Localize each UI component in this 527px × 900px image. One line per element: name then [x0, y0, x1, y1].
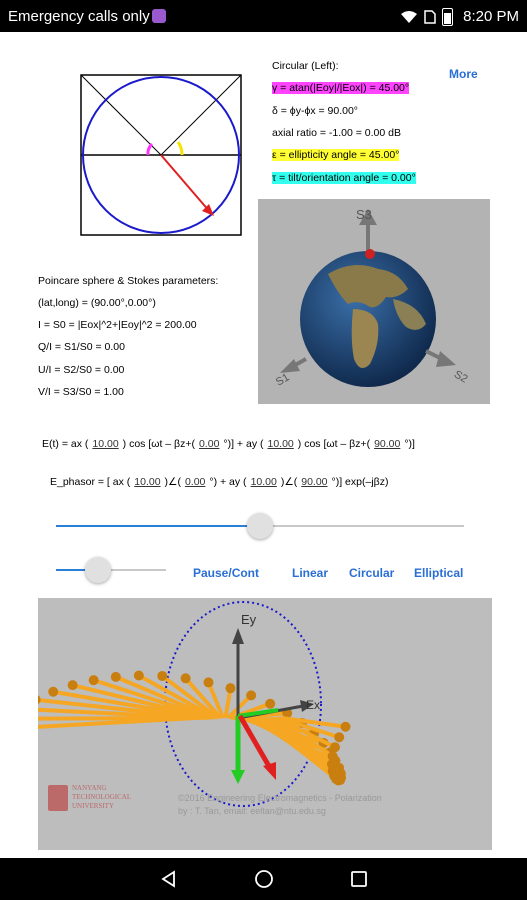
field-arrow-head: [111, 672, 121, 682]
ax-phase-input[interactable]: 0.00: [198, 438, 220, 450]
time-domain-equation: [42, 438, 415, 450]
field-arrow-head: [341, 722, 351, 732]
eq1-suffix: °)]: [404, 438, 415, 450]
ax-amplitude-input[interactable]: 10.00: [92, 438, 119, 450]
speed-slider[interactable]: [56, 556, 166, 584]
logo-line-3: UNIVERSITY: [72, 802, 114, 810]
phasor-equation: [50, 476, 388, 488]
field-arrow-head: [68, 680, 78, 690]
field-arrow-head: [204, 677, 214, 687]
phasor-ay-amplitude[interactable]: 10.00: [250, 476, 277, 488]
elliptical-button[interactable]: Elliptical: [414, 566, 464, 580]
ellipticity-angle-text: ε = ellipticity angle = 45.00°: [272, 149, 400, 161]
field-arrow-head: [157, 671, 167, 681]
speed-slider-thumb[interactable]: [85, 557, 111, 583]
axial-ratio-text: axial ratio = -1.00 = 0.00 dB: [272, 127, 401, 139]
ay-amplitude-input[interactable]: 10.00: [267, 438, 294, 450]
poincare-title: Poincare sphere & Stokes parameters:: [38, 275, 219, 287]
ey-axis-label: Ey: [241, 612, 257, 627]
phasor-ax-amplitude[interactable]: 10.00: [134, 476, 161, 488]
eq1-cos-part: ) cos [ωt – βz+(: [122, 438, 195, 450]
status-icons: [400, 8, 453, 26]
eq1-mid: °)] + ay (: [223, 438, 264, 450]
navigation-bar: [0, 858, 527, 900]
watermark-line-2: by : T. Tan, email: eeltan@ntu.edu.sg: [178, 806, 326, 816]
back-icon[interactable]: [160, 870, 178, 888]
home-icon[interactable]: [254, 869, 274, 889]
field-arrow-head: [89, 675, 99, 685]
field-arrow-head: [38, 695, 41, 705]
ex-axis-label: Ex: [306, 698, 321, 712]
latlong-text: (lat,long) = (90.00°,0.00°): [38, 297, 156, 309]
time-slider[interactable]: [56, 512, 464, 540]
phasor-ax-phase[interactable]: 0.00: [184, 476, 206, 488]
field-arrow-head: [246, 690, 256, 700]
eq2-mid: °) + ay (: [209, 476, 247, 488]
s2-axis-label: S2: [451, 368, 470, 386]
polarization-type-title: Circular (Left):: [272, 60, 339, 72]
sim-card-icon: [424, 10, 436, 24]
battery-icon: [442, 8, 453, 26]
more-link[interactable]: More: [449, 67, 478, 81]
eq2-angle-2: )∠(: [280, 476, 298, 488]
eq1-cos-part-2: ) cos [ωt – βz+(: [297, 438, 371, 450]
carrier-text: Emergency calls only: [8, 8, 150, 25]
ntu-crest-icon: [48, 785, 68, 811]
eq2-angle-1: )∠(: [164, 476, 181, 488]
eq2-prefix: E_phasor = [ ax (: [50, 476, 131, 488]
ay-phase-input[interactable]: 90.00: [374, 438, 401, 450]
tilt-angle-text: τ = tilt/orientation angle = 0.00°: [272, 172, 416, 184]
status-bar: [0, 0, 527, 32]
field-arrow-head: [330, 742, 340, 752]
stokes-s2-text: U/I = S2/S0 = 0.00: [38, 364, 125, 376]
circular-button[interactable]: Circular: [349, 566, 395, 580]
field-arrow-head: [265, 699, 275, 709]
wave-3d-view[interactable]: [38, 598, 492, 850]
recent-apps-icon[interactable]: [350, 870, 368, 888]
field-arrow-head: [134, 670, 144, 680]
s3-axis-label: S3: [356, 207, 372, 222]
logo-line-2: TECHNOLOGICAL: [72, 793, 132, 801]
s1-axis-label: S1: [273, 371, 292, 389]
time-slider-rest: [260, 525, 464, 527]
gamma-text: γ = atan(|Eoy|/|Eox|) = 45.00°: [272, 82, 410, 94]
clock: 8:20 PM: [463, 8, 519, 25]
poincare-sphere-view[interactable]: [258, 199, 490, 404]
time-slider-filled: [56, 525, 260, 527]
stokes-s3-text: V/I = S3/S0 = 1.00: [38, 386, 124, 398]
logo-line-1: NANYANG: [72, 784, 107, 792]
field-arrow-head: [328, 751, 338, 761]
phasor-ay-phase[interactable]: 90.00: [301, 476, 328, 488]
field-arrow-head: [181, 673, 191, 683]
time-slider-thumb[interactable]: [247, 513, 273, 539]
watermark-line-1: ©2016 Engineering Electromagnetics - Polarization: [178, 793, 382, 803]
field-arrow-head: [225, 683, 235, 693]
eq2-suffix: °)] exp(–jβz): [331, 476, 389, 488]
stokes-s1-text: Q/I = S1/S0 = 0.00: [38, 341, 125, 353]
linear-button[interactable]: Linear: [292, 566, 329, 580]
eq1-prefix: E(t) = ax (: [42, 438, 89, 450]
sim-icon: [152, 9, 166, 23]
polarization-ellipse-diagram: [78, 72, 244, 238]
wifi-icon: [400, 10, 418, 24]
pause-continue-button[interactable]: Pause/Cont: [193, 566, 260, 580]
ntu-logo: [48, 784, 131, 811]
stokes-s0-text: I = S0 = |Eox|^2+|Eoy|^2 = 200.00: [38, 319, 197, 331]
field-arrow-head: [48, 687, 58, 697]
delta-text: δ = ϕy-ϕx = 90.00°: [272, 105, 359, 117]
field-arrow-head: [334, 732, 344, 742]
